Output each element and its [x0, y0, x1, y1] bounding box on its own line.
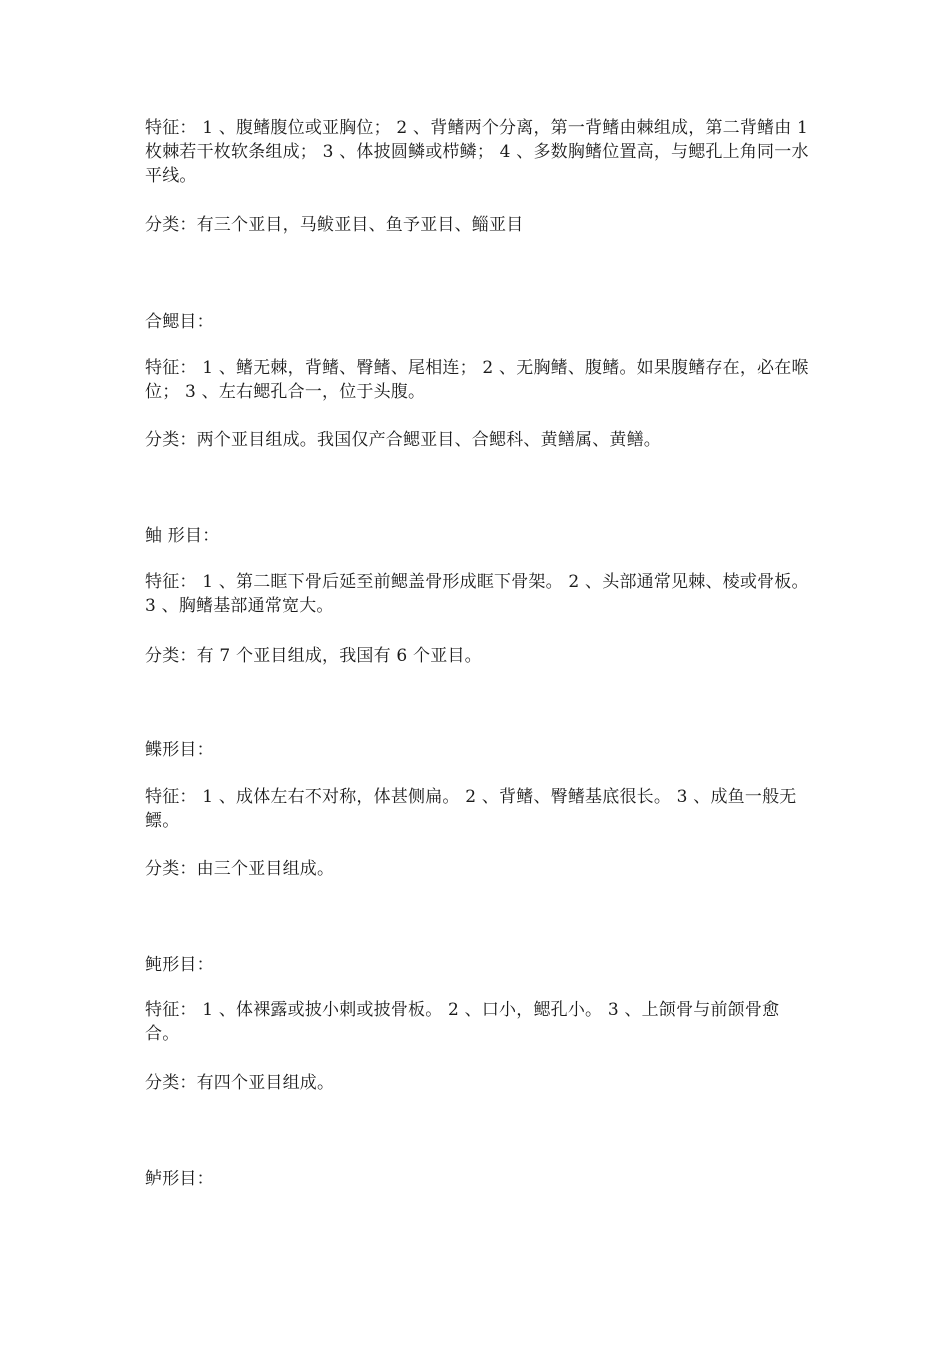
- intro-classification: 分类：有三个亚目，马鲅亚目、鱼予亚目、鲻亚目: [145, 215, 524, 235]
- section-title-synbranchiformes: 合鳃目：: [145, 312, 214, 332]
- intro-features: 特征： 1 、腹鳍腹位或亚胸位； 2 、背鳍两个分离，第一背鳍由棘组成，第二背鳍由 1 枚棘若干枚软条组成； 3 、体披圆鳞或栉鳞； 4 、多数胸鳍位置高，与鳃孔上角同一水平线。: [145, 118, 809, 186]
- section-classification-tetraodontiformes: 分类：有四个亚目组成。: [145, 1073, 335, 1093]
- section-title-pleuronectiformes: 鲽形目：: [145, 740, 214, 760]
- section-title-tetraodontiformes: 鲀形目：: [145, 955, 214, 975]
- section-features-scorpaeniformes: 特征： 1 、第二眶下骨后延至前鳃盖骨形成眶下骨架。 2 、头部通常见棘、棱或骨板。 3 、胸鳍基部通常宽大。: [145, 572, 809, 616]
- section-features-tetraodontiformes: 特征： 1 、体裸露或披小刺或披骨板。 2 、口小，鳃孔小。 3 、上颌骨与前颌骨愈合。: [145, 1000, 780, 1044]
- section-features-pleuronectiformes: 特征： 1 、成体左右不对称，体甚侧扁。 2 、背鳍、臀鳍基底很长。 3 、成鱼一般无鳔。: [145, 787, 797, 831]
- section-classification-pleuronectiformes: 分类：由三个亚目组成。: [145, 859, 335, 879]
- section-classification-synbranchiformes: 分类：两个亚目组成。我国仅产合鳃亚目、合鳃科、黄鳝属、黄鳝。: [145, 430, 661, 450]
- section-title-scorpaeniformes: 鲉 形目：: [145, 526, 220, 546]
- section-features-synbranchiformes: 特征： 1 、鳍无棘，背鳍、臀鳍、尾相连； 2 、无胸鳍、腹鳍。如果腹鳍存在，必在喉位； 3 、左右鳃孔合一，位于头腹。: [145, 358, 809, 402]
- section-title-perciformes: 鲈形目：: [145, 1169, 214, 1189]
- section-classification-scorpaeniformes: 分类：有 7 个亚目组成，我国有 6 个亚目。: [145, 646, 482, 666]
